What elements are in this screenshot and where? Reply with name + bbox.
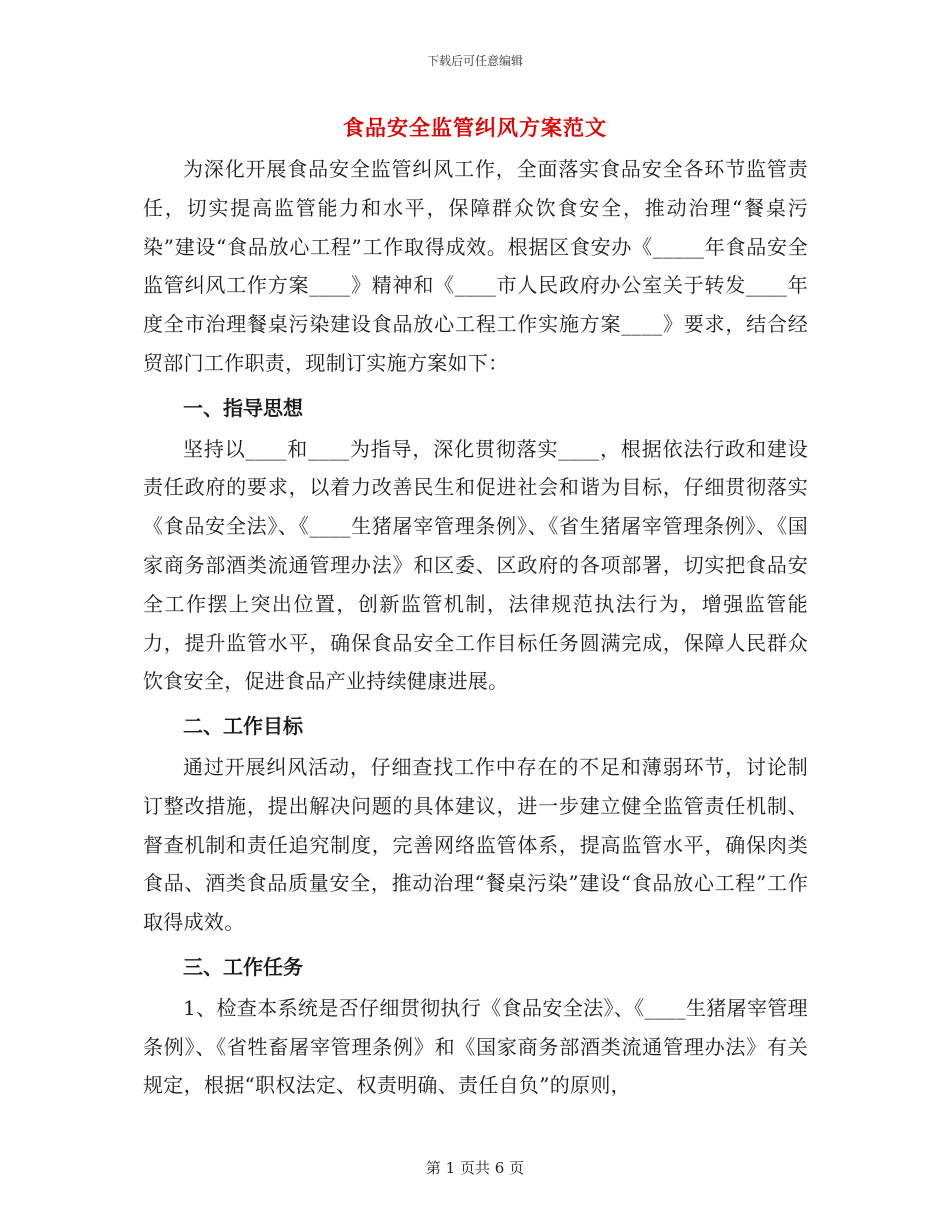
header-note: 下载后可任意编辑 — [426, 54, 523, 68]
goal-paragraph: 通过开展纠风活动，仔细查找工作中存在的不足和薄弱环节，讨论制订整改措施，提出解决问题的具体建议，进一步建立健全监管责任机制、督查机制和责任追究制度，完善网络监管体系，提高监管水平，确保肉类食品、酒类食品质量安全，推动治理“餐桌污染”建设“食品放心工程”工作取得成效。 — [143, 754, 808, 935]
heading-guideline: 一、指导思想 — [183, 395, 303, 420]
guideline-paragraph: 坚持以____和____为指导，深化贯彻落实____，根据依法行政和建设责任政府的要求，以着力改善民生和促进社会和谐为目标，仔细贯彻落实《食品安全法》、《____生猪屠宰管理条例》、《省生猪屠宰管理条例》、《国家商务部酒类流通管理办法》和区委、区政府的各项部署，切实把食品安全工作摆上突出位置，创新监管机制，法律规范执法行为，增强监管能力，提升监管水平，确保食品安全工作目标任务圆满完成，保障人民群众饮食安全，促进食品产业持续健康进展。 — [143, 436, 808, 694]
document-title: 食品安全监管纠风方案范文 — [343, 115, 607, 140]
page-footer: 第 1 页共 6 页 — [425, 1159, 525, 1177]
task-1-paragraph: 1、检查本系统是否仔细贯彻执行《食品安全法》、《____生猪屠宰管理条例》、《省牲畜屠宰管理条例》和《国家商务部酒类流通管理办法》有关规定，根据“职权法定、权责明确、责任自负”的原则， — [143, 995, 808, 1098]
document-body — [143, 150, 808, 1105]
heading-goal: 二、工作目标 — [183, 714, 303, 739]
intro-paragraph: 为深化开展食品安全监管纠风工作，全面落实食品安全各环节监管责任，切实提高监管能力和水平，保障群众饮食安全，推动治理“餐桌污染”建设“食品放心工程”工作取得成效。根据区食安办《_____年食品安全监管纠风工作方案____》精神和《____市人民政府办公室关于转发____年度全市治理餐桌污染建设食品放心工程工作实施方案____》要求，结合经贸部门工作职责，现制订实施方案如下： — [143, 157, 808, 375]
heading-tasks: 三、工作任务 — [183, 954, 303, 979]
